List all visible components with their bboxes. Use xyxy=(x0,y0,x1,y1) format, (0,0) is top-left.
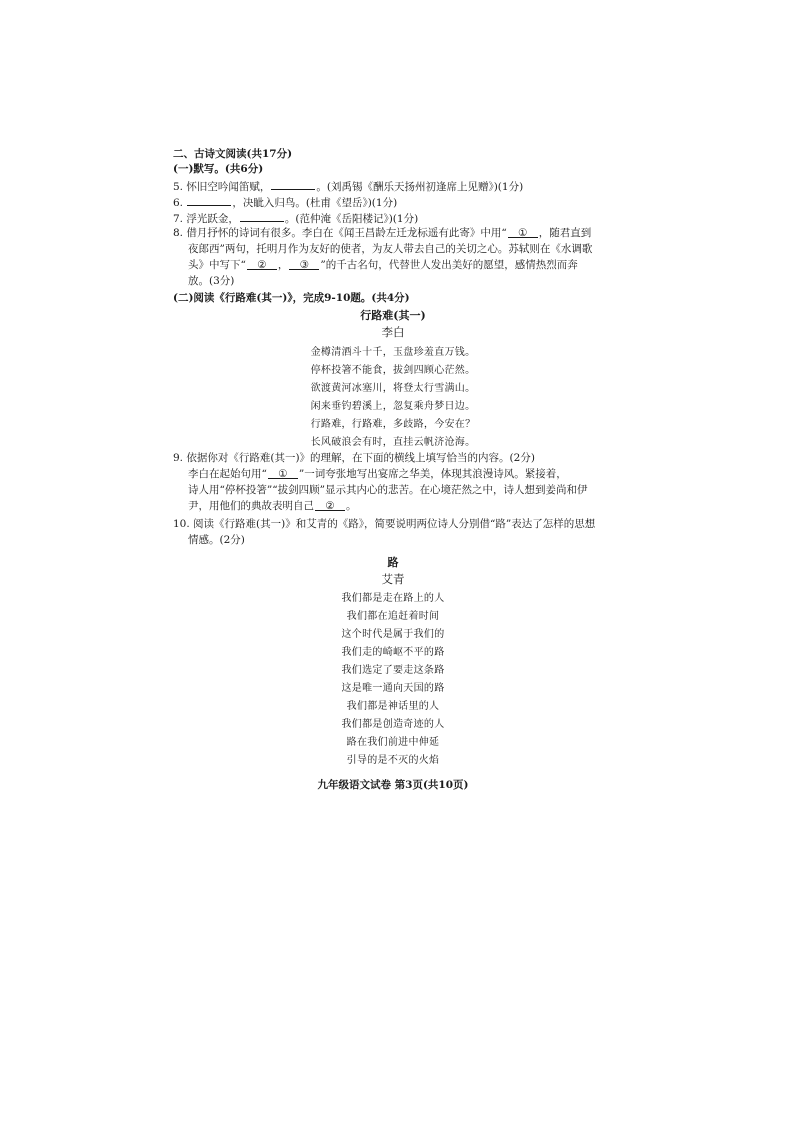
poem2-line: 我们走的崎岖不平的路 xyxy=(341,647,445,658)
part2-title: (二)阅读《行路难(其一)》，完成9-10题。(共4分) xyxy=(173,292,410,304)
question-9-line-4 xyxy=(188,499,628,513)
question-8-line-3 xyxy=(188,258,628,272)
question-8-line-2: 夜郎西”两句，托明月作为友好的使者，为友人带去自己的关切之心。苏轼则在《水调歌 xyxy=(188,243,593,255)
poem2-line: 这个时代是属于我们的 xyxy=(341,629,445,640)
q9-text: 尹，用他们的典故表明自己 xyxy=(188,500,314,512)
question-9-line-3: 诗人用“停杯投箸”“拔剑四顾”显示其内心的悲苦。在心境茫然之中，诗人想到姜尚和伊 xyxy=(188,484,588,496)
question-6 xyxy=(173,194,613,210)
q9-blank-2[interactable]: ② xyxy=(315,499,345,511)
part1-title: (一)默写。(共6分) xyxy=(173,163,264,175)
q5-text-pre: 5. 怀旧空吟闻笛赋， xyxy=(173,181,271,193)
q9-text: 。 xyxy=(346,500,357,512)
q9-text: ”一词夸张地写出宴席之华美，体现其浪漫诗风。紧接着， xyxy=(298,468,567,480)
q7-text-post: 。(范仲淹《岳阳楼记》)(1分) xyxy=(284,213,419,225)
q8-text: ，随君直到 xyxy=(538,227,592,239)
poem1-line: 停杯投箸不能食，拔剑四顾心茫然。 xyxy=(310,365,476,376)
question-8-line-4: 放。(3分) xyxy=(188,275,235,287)
poem2-line: 路在我们前进中伸延 xyxy=(346,737,440,748)
q8-blank-3[interactable]: ③ xyxy=(289,258,319,270)
poem1-line: 欲渡黄河冰塞川，将登太行雪满山。 xyxy=(310,383,476,394)
question-9-line-1: 9. 依据你对《行路难(其一)》的理解，在下面的横线上填写恰当的内容。(2分) xyxy=(173,452,535,464)
q9-text: 李白在起始句用“ xyxy=(188,468,267,480)
question-10-line-1: 10. 阅读《行路难(其一)》和艾青的《路》，简要说明两位诗人分别借“路”表达了怎样的思想 xyxy=(173,518,596,530)
q8-blank-2[interactable]: ② xyxy=(247,258,277,270)
poem1-title: 行路难(其一) xyxy=(360,309,426,322)
poem1-line: 长风破浪会有时，直挂云帆济沧海。 xyxy=(310,437,476,448)
poem2-title: 路 xyxy=(387,556,399,569)
question-8-line-1 xyxy=(173,226,613,240)
poem1-line: 闲来垂钓碧溪上，忽复乘舟梦日边。 xyxy=(310,401,476,412)
question-5 xyxy=(173,178,613,194)
poem2-line: 这是唯一通向天国的路 xyxy=(341,683,445,694)
poem2-line: 我们都在追赶着时间 xyxy=(346,611,440,622)
question-9-line-2 xyxy=(188,467,628,481)
poem2-author: 艾青 xyxy=(381,572,405,586)
poem2-line: 引导的是不灭的火焰 xyxy=(346,755,440,766)
poem2-line: 我们都是走在路上的人 xyxy=(341,593,445,604)
q5-answer-blank[interactable] xyxy=(271,178,315,190)
q6-text-pre: 6. xyxy=(173,197,187,209)
q7-text-pre: 7. 浮光跃金， xyxy=(173,213,239,225)
q8-text: ”的千古名句，代替世人发出美好的愿望，感情热烈而奔 xyxy=(320,259,578,271)
q9-blank-1[interactable]: ① xyxy=(268,467,298,479)
question-7 xyxy=(173,210,613,226)
q8-text: 头》中写下“ xyxy=(188,259,246,271)
q8-blank-1[interactable]: ① xyxy=(508,226,538,238)
q8-text: ， xyxy=(277,259,289,271)
question-10-line-2: 情感。(2分) xyxy=(188,534,245,546)
poem1-line: 金樽清酒斗十千，玉盘珍羞直万钱。 xyxy=(310,347,476,358)
poem1-author: 李白 xyxy=(381,325,405,339)
poem2-line: 我们都是神话里的人 xyxy=(346,701,440,712)
q8-text: 8. 借月抒怀的诗词有很多。李白在《闻王昌龄左迁龙标遥有此寄》中用“ xyxy=(173,227,507,239)
section-title: 二、古诗文阅读(共17分) xyxy=(173,148,293,160)
q6-text-post: ，决眦入归鸟。(杜甫《望岳》)(1分) xyxy=(232,197,398,209)
poem2-line: 我们选定了要走这条路 xyxy=(341,665,445,676)
q7-answer-blank[interactable] xyxy=(240,210,284,222)
poem1-line: 行路难，行路难，多歧路，今安在？ xyxy=(310,419,476,430)
poem2-line: 我们都是创造奇迹的人 xyxy=(341,719,445,730)
page-footer: 九年级语文试卷 第3页(共10页) xyxy=(317,779,469,791)
q6-answer-blank[interactable] xyxy=(187,194,231,206)
q5-text-post: 。(刘禹锡《酬乐天扬州初逢席上见赠》)(1分) xyxy=(316,181,524,193)
